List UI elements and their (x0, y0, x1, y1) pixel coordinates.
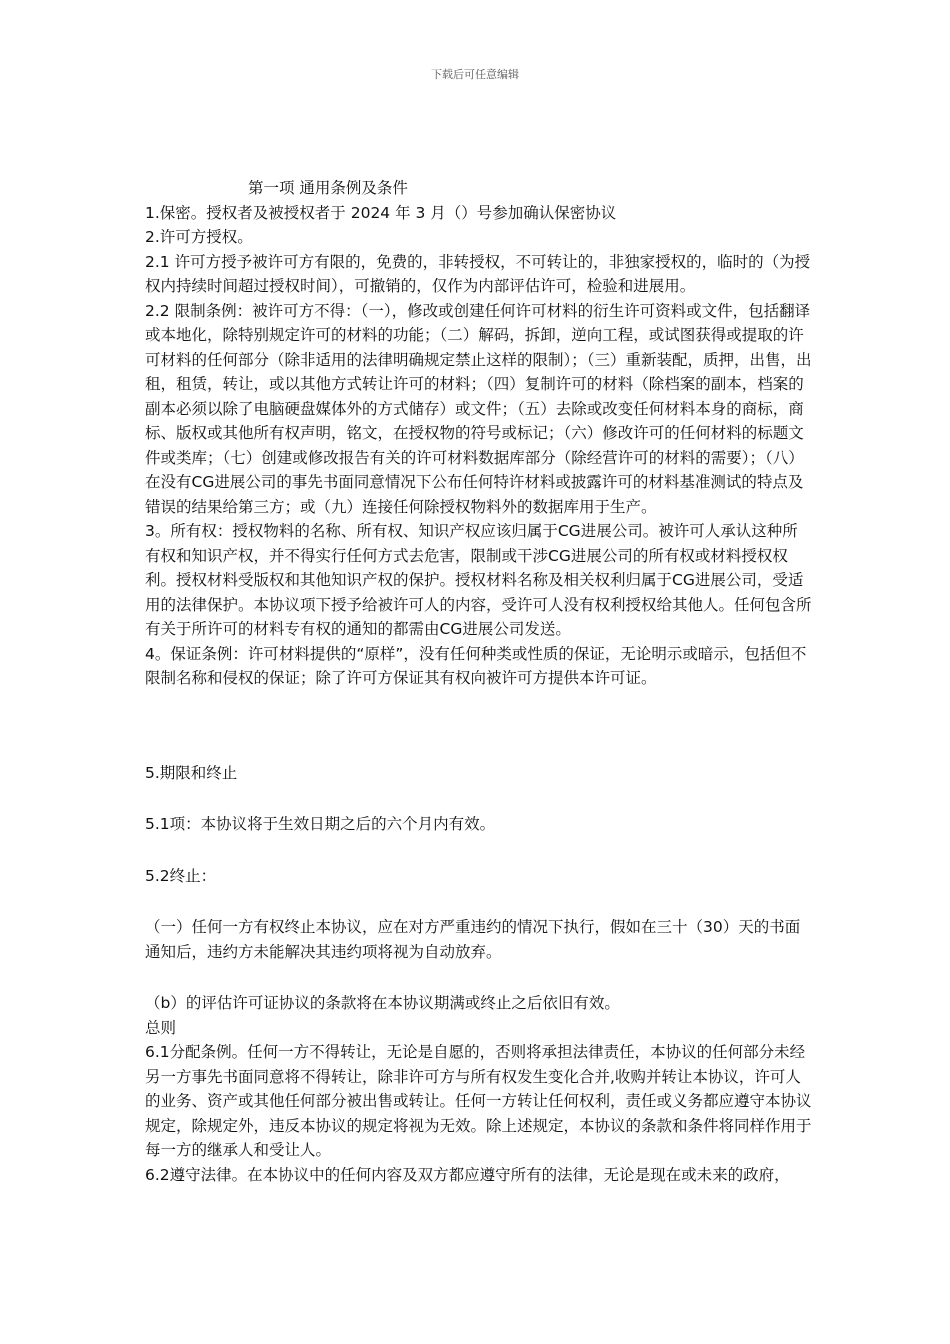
spacer (145, 691, 813, 761)
spacer (145, 837, 813, 864)
clause-2-1: 2.1 许可方授予被许可方有限的，免费的，非转授权，不可转让的，非独家授权的，临时的（为授权内持续时间超过授权时间），可撤销的，仅作为内部评估许可，检验和进展用。 (145, 252, 811, 295)
clause-5-1-term: 5.1项：本协议将于生效日期之后的六个月内有效。 (145, 815, 496, 833)
section-title: 第一项 通用条例及条件 (248, 179, 408, 197)
clause-6-1-assignment: 6.1分配条例。任何一方不得转让，无论是自愿的，否则将承担法律责任，本协议的任何部分未经另一方事先书面同意将不得转让，除非许可方与所有权发生变化合并,收购并转让本协议，许可人的业务、资产或其他任何部分被出售或转让。任何一方转让任何权利，责任或义务都应遵守本协议规定，除规定外，违反本协议的规定将视为无效。除上述规定，本协议的条款和条件将同样作用于每一方的继承人和受让人。 (145, 1043, 812, 1159)
clause-2-2-restrictions: 2.2 限制条例：被许可方不得：（一），修改或创建任何许可材料的衍生许可资料或文件，包括翻译或本地化，除特别规定许可的材料的功能；（二）解码，拆卸，逆向工程，或试图获得或提取的许可材料的任何部分（除非适用的法律明确规定禁止这样的限制）；（三）重新装配，质押，出售，出租，租赁，转让，或以其他方式转让许可的材料；（四）复制许可的材料（除档案的副本，档案的副本必须以除了电脑硬盘媒体外的方式储存）或文件；（五）去除或改变任何材料本身的商标，商标、版权或其他所有权声明，铭文，在授权物的符号或标记；（六）修改许可的任何材料的标题文件或类库；（七）创建或修改报告有关的许可材料数据库部分（除经营许可的材料的需要）；（八）在没有CG进展公司的事先书面同意情况下公布任何特许材料或披露许可的材料基准测试的特点及错误的结果给第三方；或（九）连接任何除授权物料外的数据库用于生产。 (145, 301, 812, 516)
clause-4-warranty: 4。保证条例：许可材料提供的“原样”，没有任何种类或性质的保证，无论明示或暗示，包括但不限制名称和侵权的保证；除了许可方保证其有权向被许可方提供本许可证。 (145, 644, 807, 687)
clause-5-2-b: （b）的评估许可证协议的条款将在本协议期满或终止之后依旧有效。 (145, 994, 620, 1012)
clause-5-2-termination: 5.2终止： (145, 866, 217, 885)
clause-2-license-grant: 2.许可方授权。 (145, 228, 253, 246)
spacer (145, 888, 813, 915)
clause-1-confidentiality: 1.保密。授权者及被授权者于 2024 年 3 月（）号参加确认保密协议 (145, 203, 617, 222)
clause-6-2-compliance: 6.2遵守法律。在本协议中的任何内容及双方都应遵守所有的法律，无论是现在或未来的政府， (145, 1165, 790, 1184)
spacer (145, 785, 813, 812)
clause-5-2-a: （一）任何一方有权终止本协议，应在对方严重违约的情况下执行，假如在三十（30）天的书面通知后，违约方未能解决其违约项将视为自动放弃。 (145, 918, 801, 961)
clause-6-general: 总则 (145, 1018, 177, 1037)
spacer (145, 964, 813, 991)
clause-3-ownership: 3。所有权：授权物料的名称、所有权、知识产权应该归属于CG进展公司。被许可人承认这种所有权和知识产权，并不得实行任何方式去危害，限制或干涉CG进展公司的所有权或材料授权权利。授权材料受版权和其他知识产权的保护。授权材料名称及相关权利归属于CG进展公司，受适用的法律保护。本协议项下授予给被许可人的内容，受许可人没有权利授权给其他人。任何包含所有关于所许可的材料专有权的通知的都需由CG进展公司发送。 (145, 522, 812, 638)
document-body (145, 176, 813, 1187)
clause-5-term-termination: 5.期限和终止 (145, 763, 238, 782)
page-header-note: 下载后可任意编辑 (431, 68, 519, 81)
